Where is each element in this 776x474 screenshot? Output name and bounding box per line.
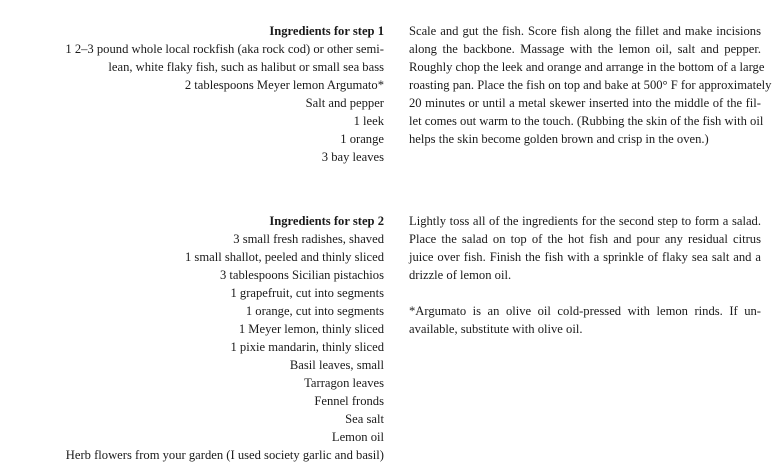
- step1-ingredients: [65, 22, 384, 166]
- step1-method-line: roasting pan. Place the fish on top and bake at 500° F for approximately: [409, 78, 772, 92]
- step2-ingredient: 1 grapefruit, cut into segments: [230, 286, 384, 300]
- step1-ingredient: 1 leek: [353, 114, 384, 128]
- step2-ingredient: Basil leaves, small: [289, 358, 384, 372]
- step2-ingredient: 1 Meyer lemon, thinly sliced: [238, 322, 384, 336]
- step1-ingredient: lean, white flaky fish, such as halibut or small sea bass: [108, 60, 384, 74]
- step2-ingredient: 1 small shallot, peeled and thinly sliced: [184, 250, 384, 264]
- step2-method: [409, 212, 761, 284]
- step2-heading: Ingredients for step 2: [269, 214, 384, 228]
- step2-method-line: Place the salad on top of the hot fish and pour any residual citrus: [409, 232, 761, 246]
- step2-ingredient: Sea salt: [345, 412, 384, 426]
- step1-ingredient: 3 bay leaves: [321, 150, 384, 164]
- step1-ingredient: 1 orange: [340, 132, 384, 146]
- step1-method: [409, 22, 772, 148]
- step2-method-line: juice over fish. Finish the fish with a sprinkle of flaky sea salt and a: [409, 250, 761, 264]
- step2-ingredient: Tarragon leaves: [304, 376, 384, 390]
- step2-ingredient: 3 tablespoons Sicilian pistachios: [219, 268, 384, 282]
- step1-ingredient: Salt and pepper: [305, 96, 384, 110]
- argumato-footnote: [409, 302, 761, 338]
- footnote-line: available, substitute with olive oil.: [409, 322, 583, 336]
- step1-method-line: Scale and gut the fish. Score fish along the fillet and make incisions: [409, 24, 761, 38]
- step1-ingredient: 2 tablespoons Meyer lemon Argumato*: [184, 78, 384, 92]
- step2-ingredients: [66, 212, 384, 464]
- step1-method-line: along the backbone. Massage with the lemon oil, salt and pepper.: [409, 42, 761, 56]
- step2-ingredient: Lemon oil: [331, 430, 384, 444]
- step1-ingredient: 1 2–3 pound whole local rockfish (aka rock cod) or other semi-: [65, 42, 384, 56]
- step2-ingredient: Fennel fronds: [314, 394, 384, 408]
- step2-method-line: drizzle of lemon oil.: [409, 268, 512, 282]
- step1-method-line: helps the skin become golden brown and crisp in the oven.): [409, 132, 709, 146]
- step2-ingredient: 3 small fresh radishes, shaved: [233, 232, 384, 246]
- step1-method-line: 20 minutes or until a metal skewer inserted into the middle of the fil-: [409, 96, 761, 110]
- step2-ingredient: Herb flowers from your garden (I used society garlic and basil): [65, 448, 384, 462]
- step2-ingredient: 1 pixie mandarin, thinly sliced: [230, 340, 384, 354]
- step1-heading: Ingredients for step 1: [269, 24, 384, 38]
- footnote-line: *Argumato is an olive oil cold-pressed with lemon rinds. If un-: [409, 304, 761, 318]
- step2-ingredient: 1 orange, cut into segments: [245, 304, 384, 318]
- step1-method-line: let comes out warm to the touch. (Rubbing the skin of the fish with oil: [409, 114, 764, 128]
- step2-method-line: Lightly toss all of the ingredients for the second step to form a salad.: [409, 214, 761, 228]
- step1-method-line: Roughly chop the leek and orange and arrange in the bottom of a large: [409, 60, 765, 74]
